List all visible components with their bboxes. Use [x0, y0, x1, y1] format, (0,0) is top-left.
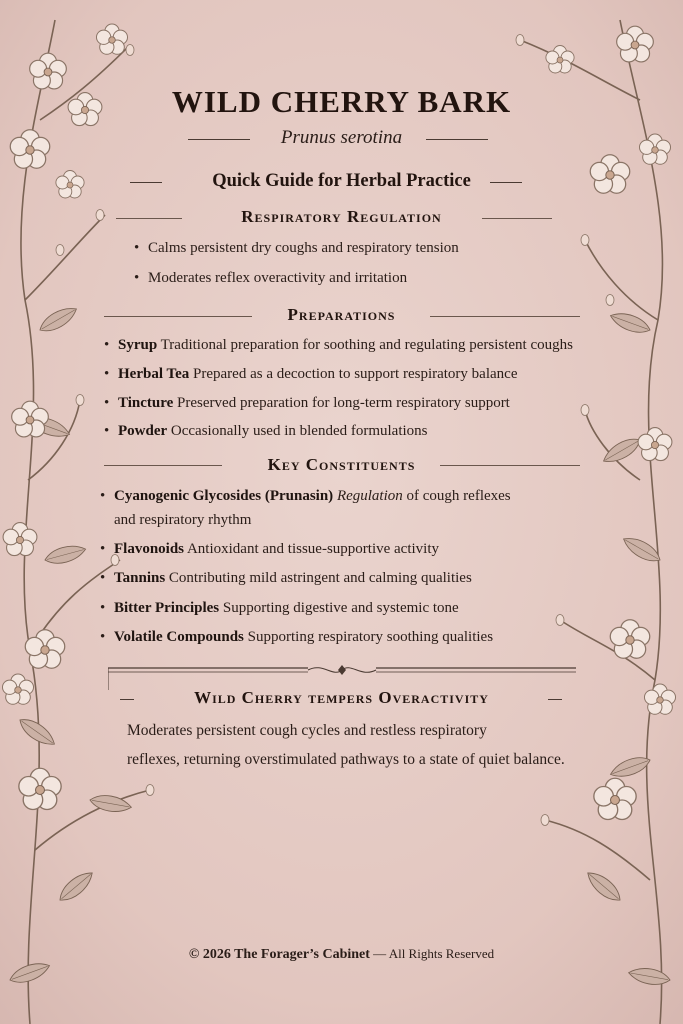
list-item: • Cyanogenic Glycosides (Prunasin) Regulation of cough reflexes: [114, 486, 511, 506]
guide-rule-right: [490, 182, 522, 183]
list-item: • Syrup Traditional preparation for soothing and regulating persistent coughs: [118, 335, 573, 355]
preparations-heading: Preparations: [287, 305, 396, 324]
footer-copyright: © 2026 The Forager’s Cabinet: [188, 947, 370, 962]
list-item: • Tannins Contributing mild astringent and calming qualities: [114, 568, 472, 588]
constituents-rule-right: [440, 465, 580, 466]
subtitle-rule-right: [426, 139, 488, 140]
list-item: • Tincture Preserved preparation for long-term respiratory support: [118, 393, 510, 413]
quote-ornament: [108, 664, 576, 690]
respiratory-rule-right: [482, 218, 552, 219]
footer-rights: — All Rights Reserved: [373, 946, 495, 961]
list-item: • Calms persistent dry coughs and respiratory tension: [148, 238, 459, 258]
latin-name: Prunus serotina: [280, 127, 403, 148]
preparations-rule-right: [430, 316, 580, 317]
quote-line-2: reflexes, returning overstimulated pathways to a state of quiet balance.: [127, 751, 565, 768]
quote-title: Wild Cherry tempers Overactivity: [194, 688, 489, 707]
list-item: • Flavonoids Antioxidant and tissue-supportive activity: [114, 539, 439, 559]
list-item-continuation: and respiratory rhythm: [114, 512, 252, 528]
quote-body: [127, 716, 647, 774]
list-item: • Volatile Compounds Supporting respiratory soothing qualities: [114, 627, 493, 647]
list-item: • Herbal Tea Prepared as a decoction to support respiratory balance: [118, 364, 517, 384]
page-title: WILD CHERRY BARK: [171, 84, 512, 119]
quote-rule-right: [548, 699, 562, 700]
footer: [0, 946, 683, 963]
guide-heading: Quick Guide for Herbal Practice: [212, 171, 471, 191]
respiratory-heading: Respiratory Regulation: [241, 207, 442, 226]
constituents-heading: Key Constituents: [267, 455, 416, 474]
list-item: • Bitter Principles Supporting digestive and systemic tone: [114, 598, 459, 618]
list-item: • Moderates reflex overactivity and irritation: [148, 268, 407, 288]
list-item: • Powder Occasionally used in blended formulations: [118, 421, 428, 441]
quote-line-1: Moderates persistent cough cycles and restless respiratory: [127, 722, 487, 739]
